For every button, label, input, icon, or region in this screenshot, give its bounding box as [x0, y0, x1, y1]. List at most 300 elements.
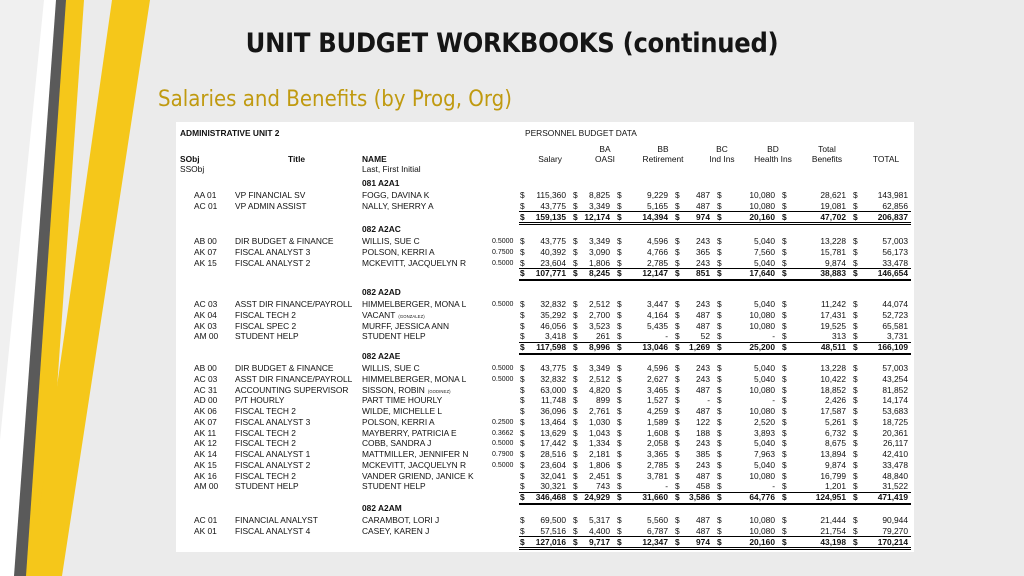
cell-tb: 9,874 [825, 257, 846, 268]
row-name: STUDENT HELP [362, 481, 426, 492]
cell-ret: 3,465 [647, 384, 668, 395]
cell-tb: 21,444 [820, 515, 846, 525]
dollar-sign: $ [782, 406, 787, 416]
cell-salary: 57,516 [540, 525, 566, 536]
dollar-sign: $ [782, 470, 787, 481]
cell-salary: 32,041 [540, 470, 566, 481]
row-title: DIR BUDGET & FINANCE [235, 363, 334, 373]
dollar-sign: $ [853, 449, 858, 459]
cell-oasi: 2,700 [589, 309, 610, 320]
dollar-sign: $ [717, 525, 722, 536]
dollar-sign: $ [675, 470, 680, 481]
dollar-sign: $ [853, 427, 858, 438]
cell-ret: 2,785 [647, 257, 668, 268]
dollar-sign: $ [520, 406, 525, 416]
dollar-sign: $ [782, 427, 787, 438]
subtotal-ind: 851 [696, 268, 710, 279]
cell-health: 5,040 [754, 373, 775, 384]
slide-subtitle: Salaries and Benefits (by Prog, Org) [158, 87, 512, 112]
dollar-sign: $ [573, 438, 578, 449]
cell-total: 62,856 [882, 200, 908, 211]
dollar-sign: $ [717, 536, 722, 547]
cell-total: 14,174 [882, 395, 908, 406]
header-ssobj: SSObj [180, 164, 205, 174]
dollar-sign: $ [717, 211, 722, 222]
subtotal-health: 25,200 [749, 342, 775, 352]
row-name: CARAMBOT, LORI J [362, 515, 440, 525]
cell-tb: 19,081 [820, 200, 846, 211]
dollar-sign: $ [717, 416, 722, 427]
cell-ind: 487 [696, 525, 710, 536]
cell-ind: 385 [696, 449, 710, 459]
dollar-sign: $ [617, 427, 622, 438]
dollar-sign: $ [853, 384, 858, 395]
row-title: FISCAL TECH 2 [235, 438, 296, 449]
dollar-sign: $ [782, 331, 787, 342]
cell-health: 5,040 [754, 299, 775, 309]
cell-salary: 43,775 [540, 200, 566, 211]
budget-spreadsheet [176, 122, 914, 552]
cell-ind: 243 [696, 373, 710, 384]
dollar-sign: $ [782, 320, 787, 331]
dollar-sign: $ [617, 320, 622, 331]
dollar-sign: $ [853, 309, 858, 320]
subtotal-tb: 43,198 [820, 536, 846, 547]
cell-health: 5,040 [754, 438, 775, 449]
dollar-sign: $ [853, 406, 858, 416]
dollar-sign: $ [853, 416, 858, 427]
cell-salary: 69,500 [540, 515, 566, 525]
subtotal-ind: 974 [696, 211, 710, 222]
row-title: ASST DIR FINANCE/PAYROLL [235, 373, 353, 384]
dollar-sign: $ [675, 190, 680, 200]
cell-ret: 1,608 [647, 427, 668, 438]
dollar-sign: $ [617, 459, 622, 470]
dollar-sign: $ [782, 536, 787, 547]
row-object-code: AB 00 [194, 236, 217, 246]
cell-health: 5,040 [754, 236, 775, 246]
row-title: FISCAL SPEC 2 [235, 320, 297, 331]
dollar-sign: $ [717, 515, 722, 525]
dollar-sign: $ [782, 492, 787, 502]
cell-ind: 243 [696, 438, 710, 449]
cell-health: 7,560 [754, 246, 775, 257]
dollar-sign: $ [520, 416, 525, 427]
subtotal-oasi: 12,174 [584, 211, 610, 222]
header-bc-name: Ind Ins [709, 154, 735, 164]
cell-ret: 5,435 [647, 320, 668, 331]
row-object-code: AK 07 [194, 246, 217, 257]
dollar-sign: $ [853, 373, 858, 384]
row-fte: 0.5000 [492, 461, 514, 469]
dollar-sign: $ [617, 525, 622, 536]
row-name: VANDER GRIEND, JANICE K [362, 470, 474, 481]
subtotal-salary: 159,135 [535, 211, 566, 222]
org-code: 082 A2AC [362, 224, 401, 234]
header-sobj: SObj [180, 154, 200, 164]
row-object-code: AK 04 [194, 309, 217, 320]
decorative-stripes [0, 0, 160, 576]
header-bb-code: BB [657, 144, 669, 154]
row-title: FISCAL ANALYST 4 [235, 525, 311, 536]
dollar-sign: $ [520, 309, 525, 320]
dollar-sign: $ [853, 190, 858, 200]
row-note: (GODINEZ) [427, 388, 451, 394]
dollar-sign: $ [520, 373, 525, 384]
subtotal-total: 166,109 [877, 342, 908, 352]
row-title: STUDENT HELP [235, 331, 299, 342]
cell-ret: 3,781 [647, 470, 668, 481]
header-ba-code: BA [599, 144, 611, 154]
cell-ind: 365 [696, 246, 710, 257]
cell-oasi: 261 [596, 331, 610, 342]
cell-health: - [772, 395, 775, 406]
cell-salary: 32,832 [540, 299, 566, 309]
dollar-sign: $ [782, 211, 787, 222]
subtotal-bottom-rule [519, 224, 911, 225]
header-salary: Salary [538, 154, 562, 164]
dollar-sign: $ [675, 384, 680, 395]
cell-salary: 17,442 [540, 438, 566, 449]
dollar-sign: $ [782, 246, 787, 257]
cell-ind: 243 [696, 236, 710, 246]
row-name: WILLIS, SUE C [362, 363, 420, 373]
cell-tb: 21,754 [820, 525, 846, 536]
cell-tb: 11,242 [821, 299, 846, 309]
row-title: FINANCIAL ANALYST [235, 515, 318, 525]
row-fte: 0.5000 [492, 301, 514, 308]
dollar-sign: $ [675, 395, 680, 406]
dollar-sign: $ [717, 470, 722, 481]
cell-ind: 487 [696, 515, 710, 525]
dollar-sign: $ [675, 363, 680, 373]
dollar-sign: $ [573, 395, 578, 406]
subtotal-ret: 13,046 [642, 342, 668, 352]
subtotal-ind: 3,586 [689, 492, 710, 502]
dollar-sign: $ [520, 384, 525, 395]
dollar-sign: $ [573, 257, 578, 268]
header-bd-name: Health Ins [754, 154, 792, 164]
cell-total: 3,731 [887, 331, 908, 342]
dollar-sign: $ [717, 236, 722, 246]
cell-total: 90,944 [882, 515, 908, 525]
dollar-sign: $ [717, 299, 722, 309]
cell-health: - [772, 331, 775, 342]
cell-health: 10,080 [749, 200, 775, 211]
dollar-sign: $ [617, 236, 622, 246]
cell-tb: 15,781 [820, 246, 846, 257]
cell-oasi: 3,349 [589, 236, 610, 246]
dollar-sign: $ [617, 342, 622, 352]
cell-tb: 13,894 [820, 449, 846, 459]
cell-oasi: 3,349 [589, 363, 610, 373]
dollar-sign: $ [520, 211, 525, 222]
cell-health: 10,080 [749, 515, 775, 525]
dollar-sign: $ [617, 331, 622, 342]
row-name: SISSON, ROBIN [362, 384, 425, 395]
dollar-sign: $ [617, 373, 622, 384]
cell-health: 10,080 [749, 190, 775, 200]
cell-total: 44,074 [882, 299, 908, 309]
dollar-sign: $ [617, 449, 622, 459]
row-title: FISCAL ANALYST 2 [235, 459, 311, 470]
dollar-sign: $ [573, 449, 578, 459]
cell-health: 10,080 [749, 384, 775, 395]
dollar-sign: $ [520, 536, 525, 547]
cell-ind: 122 [696, 416, 710, 427]
cell-ret: 3,447 [647, 299, 668, 309]
row-name: MCKEVITT, JACQUELYN R [362, 257, 467, 268]
dollar-sign: $ [573, 309, 578, 320]
dollar-sign: $ [717, 459, 722, 470]
row-name: WILLIS, SUE C [362, 236, 420, 246]
row-name: CASEY, KAREN J [362, 525, 430, 536]
cell-tb: 16,799 [820, 470, 846, 481]
dollar-sign: $ [617, 246, 622, 257]
row-fte: 0.5000 [492, 375, 514, 383]
dollar-sign: $ [782, 459, 787, 470]
cell-health: 3,893 [754, 427, 775, 438]
row-fte: 0.5000 [492, 440, 514, 448]
dollar-sign: $ [520, 438, 525, 449]
dollar-sign: $ [675, 268, 680, 279]
dollar-sign: $ [675, 525, 680, 536]
row-object-code: AK 01 [194, 525, 217, 536]
subtotal-health: 64,776 [749, 492, 775, 502]
dollar-sign: $ [782, 363, 787, 373]
dollar-sign: $ [782, 373, 787, 384]
dollar-sign: $ [717, 373, 722, 384]
dollar-sign: $ [853, 299, 858, 309]
subtotal-salary: 346,468 [535, 492, 566, 502]
row-title: P/T HOURLY [235, 395, 285, 406]
dollar-sign: $ [520, 299, 525, 309]
dollar-sign: $ [617, 363, 622, 373]
cell-oasi: 1,030 [589, 416, 610, 427]
dollar-sign: $ [853, 481, 858, 492]
cell-ret: 5,560 [647, 515, 668, 525]
cell-ret: 2,785 [647, 459, 668, 470]
row-object-code: AK 15 [194, 257, 217, 268]
cell-ind: 487 [696, 200, 710, 211]
subtotal-ret: 31,660 [642, 492, 668, 502]
dollar-sign: $ [520, 525, 525, 536]
header-title: Title [288, 154, 306, 164]
row-object-code: AC 03 [194, 373, 218, 384]
subtotal-salary: 117,598 [536, 342, 566, 352]
cell-total: 33,478 [882, 257, 908, 268]
dollar-sign: $ [717, 395, 722, 406]
dollar-sign: $ [782, 416, 787, 427]
cell-tb: 6,732 [825, 427, 846, 438]
dollar-sign: $ [520, 515, 525, 525]
header-total: TOTAL [872, 154, 900, 164]
row-name: NALLY, SHERRY A [362, 200, 434, 211]
dollar-sign: $ [782, 257, 787, 268]
cell-oasi: 5,317 [589, 515, 610, 525]
cell-tb: 18,852 [820, 384, 846, 395]
subtotal-bottom-rule [519, 354, 911, 355]
dollar-sign: $ [717, 438, 722, 449]
dollar-sign: $ [573, 268, 578, 279]
org-code: 081 A2A1 [362, 178, 400, 188]
row-fte: 0.5000 [492, 259, 514, 267]
cell-oasi: 1,334 [589, 438, 610, 449]
header-bb-name: Retirement [642, 154, 684, 164]
cell-ind: 52 [700, 331, 710, 342]
dollar-sign: $ [617, 309, 622, 320]
dollar-sign: $ [853, 342, 858, 352]
dollar-sign: $ [675, 331, 680, 342]
dollar-sign: $ [853, 515, 858, 525]
cell-ret: - [665, 331, 668, 342]
cell-total: 56,173 [882, 246, 908, 257]
cell-salary: 23,604 [540, 459, 566, 470]
dollar-sign: $ [520, 427, 525, 438]
dollar-sign: $ [573, 492, 578, 502]
dollar-sign: $ [853, 320, 858, 331]
dollar-sign: $ [675, 257, 680, 268]
dollar-sign: $ [617, 438, 622, 449]
row-name: PART TIME HOURLY [362, 395, 443, 406]
dollar-sign: $ [573, 363, 578, 373]
cell-salary: 40,392 [540, 246, 566, 257]
cell-salary: 11,748 [541, 395, 566, 406]
subtotal-tb: 124,951 [815, 492, 846, 502]
dollar-sign: $ [782, 515, 787, 525]
dollar-sign: $ [520, 481, 525, 492]
dollar-sign: $ [853, 363, 858, 373]
row-title: FISCAL TECH 2 [235, 406, 296, 416]
dollar-sign: $ [617, 257, 622, 268]
row-name: POLSON, KERRI A [362, 246, 435, 257]
header-bc-code: BC [716, 144, 728, 154]
row-object-code: AM 00 [194, 331, 219, 342]
dollar-sign: $ [573, 190, 578, 200]
dollar-sign: $ [617, 384, 622, 395]
cell-oasi: 2,181 [589, 449, 610, 459]
subtotal-salary: 107,771 [535, 268, 566, 279]
org-code: 082 A2AD [362, 287, 401, 297]
cell-health: 5,040 [754, 363, 775, 373]
cell-health: 10,080 [749, 309, 775, 320]
row-name: WILDE, MICHELLE L [362, 406, 443, 416]
dollar-sign: $ [573, 236, 578, 246]
dollar-sign: $ [782, 236, 787, 246]
dollar-sign: $ [573, 515, 578, 525]
dollar-sign: $ [617, 515, 622, 525]
dollar-sign: $ [853, 470, 858, 481]
cell-health: 10,080 [749, 470, 775, 481]
subtotal-health: 20,160 [749, 211, 775, 222]
dollar-sign: $ [675, 373, 680, 384]
row-title: VP ADMIN ASSIST [235, 200, 307, 211]
dollar-sign: $ [717, 257, 722, 268]
dollar-sign: $ [782, 268, 787, 279]
cell-salary: 13,464 [540, 416, 566, 427]
dollar-sign: $ [573, 459, 578, 470]
dollar-sign: $ [520, 268, 525, 279]
row-fte: 0.7900 [492, 451, 514, 458]
dollar-sign: $ [617, 492, 622, 502]
cell-ret: 1,527 [647, 395, 668, 406]
row-title: FISCAL TECH 2 [235, 309, 296, 320]
cell-oasi: 899 [596, 395, 610, 406]
dollar-sign: $ [717, 406, 722, 416]
row-object-code: AM 00 [194, 481, 219, 492]
cell-total: 20,361 [882, 427, 908, 438]
dollar-sign: $ [853, 200, 858, 211]
header-bd-code: BD [767, 144, 779, 154]
cell-salary: 23,604 [540, 257, 566, 268]
dollar-sign: $ [782, 481, 787, 492]
cell-salary: 115,360 [536, 190, 566, 200]
dollar-sign: $ [573, 416, 578, 427]
slide-title: UNIT BUDGET WORKBOOKS (continued) [245, 28, 779, 59]
dollar-sign: $ [717, 331, 722, 342]
dollar-sign: $ [782, 342, 787, 352]
row-title: VP FINANCIAL SV [235, 190, 306, 200]
row-note: (GONZALEZ) [398, 313, 425, 319]
cell-health: 10,080 [749, 320, 775, 331]
row-object-code: AK 03 [194, 320, 217, 331]
cell-salary: 46,056 [540, 320, 566, 331]
cell-total: 57,003 [882, 363, 908, 373]
dollar-sign: $ [782, 309, 787, 320]
dollar-sign: $ [675, 515, 680, 525]
dollar-sign: $ [520, 492, 525, 502]
cell-total: 48,840 [882, 470, 908, 481]
cell-salary: 63,000 [540, 384, 566, 395]
cell-salary: 30,321 [540, 481, 566, 492]
dollar-sign: $ [573, 536, 578, 547]
dollar-sign: $ [520, 342, 525, 352]
subtotal-tb: 38,883 [820, 268, 846, 279]
row-object-code: AB 00 [194, 363, 217, 373]
dollar-sign: $ [573, 481, 578, 492]
dollar-sign: $ [717, 309, 722, 320]
cell-oasi: 3,349 [589, 200, 610, 211]
cell-health: 2,520 [754, 416, 775, 427]
dollar-sign: $ [782, 384, 787, 395]
dollar-sign: $ [782, 299, 787, 309]
dollar-sign: $ [617, 481, 622, 492]
dollar-sign: $ [853, 211, 858, 222]
dollar-sign: $ [717, 246, 722, 257]
dollar-sign: $ [520, 257, 525, 268]
cell-tb: 19,525 [820, 320, 846, 331]
cell-total: 33,478 [882, 459, 908, 470]
cell-tb: 17,587 [820, 406, 846, 416]
row-fte: 0.2500 [492, 418, 514, 426]
subtotal-tb: 47,702 [820, 211, 846, 222]
cell-ret: 4,259 [647, 406, 668, 416]
subtotal-oasi: 8,245 [589, 268, 610, 279]
dollar-sign: $ [675, 320, 680, 331]
subtotal-ret: 12,147 [642, 268, 668, 279]
dollar-sign: $ [573, 373, 578, 384]
dollar-sign: $ [675, 309, 680, 320]
dollar-sign: $ [717, 363, 722, 373]
header-name: NAME [362, 154, 387, 164]
dollar-sign: $ [675, 536, 680, 547]
cell-ind: 487 [696, 190, 710, 200]
row-object-code: AC 03 [194, 299, 218, 309]
cell-total: 65,581 [882, 320, 908, 331]
subtotal-bottom-rule [519, 280, 911, 281]
cell-tb: 28,621 [820, 190, 846, 200]
row-fte: 0.3662 [492, 429, 514, 437]
